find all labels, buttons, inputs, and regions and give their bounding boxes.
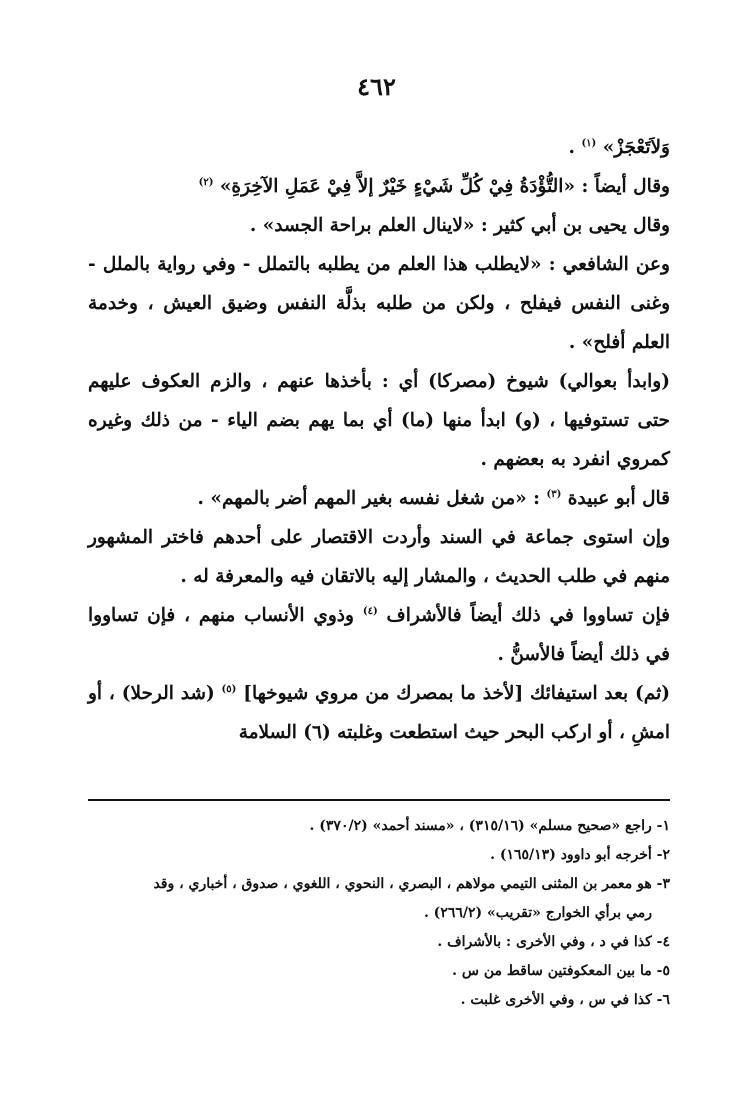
paragraph-text: وقال يحيى بن أبي كثير : «لاينال العلم براحة الجسد» . [249,215,670,236]
paragraph-text: فإن تساووا في ذلك أيضاً فالأشراف [377,605,670,626]
main-text [88,128,670,752]
footnote-ref: (٣) [546,488,562,500]
footnote-ref: (٢) [198,176,214,188]
paragraph-5 [88,362,670,479]
footnotes [88,812,670,1015]
paragraph-8 [88,596,670,674]
paragraph-text: وعن الشافعي : «لايطلب هذا العلم من يطلبه بالتملل - وفي رواية بالملل - وغنى النفس فيفلح ، ولكن من طلبه بذلَّة النفس وضيق العيش ، وخدمة العلم أفلح» . [88,254,670,353]
paragraph-2 [88,167,670,206]
paragraph-4 [88,245,670,362]
footnote-ref: (٥) [221,683,237,695]
paragraph-1 [88,128,670,167]
paragraph-6 [88,479,670,518]
footnote-ref: (٤) [362,605,378,617]
paragraph-text: وإن استوى جماعة في السند وأردت الاقتصار على أحدهم فاختر المشهور منهم في طلب الحديث ، والمشار إليه بالاتقان فيه والمعرفة له . [88,527,670,587]
footnote-6: ٦- كذا في س ، وفي الأخرى غلبت . [460,992,670,1008]
paragraph-text: قال أبو عبيدة [561,488,670,509]
paragraph-tail: : «من شغل نفسه بغير المهم أضر بالمهم» . [197,488,547,509]
paragraph-text: وقال أيضاً : «التُّؤْدَةُ فِيْ كُلِّ شَيْءٍ خَيْرٌ إلاَّ فِيْ عَمَلِ الآخِرَةِ» [213,176,670,197]
paragraph-3 [88,206,670,245]
footnote-divider [88,799,670,801]
paragraph-tail: . [568,137,582,158]
footnote-ref: (١) [581,137,597,149]
page-number: ٤٦٢ [357,72,396,101]
footnote-1: ١- راجع «صحيح مسلم» (٣١٥/١٦) ، «مسند أحمد» (٣٧٠/٢) . [309,818,670,834]
paragraph-7 [88,518,670,596]
footnote-4: ٤- كذا في د ، وفي الأخرى : بالأشراف . [437,934,670,950]
footnote-3: ٣- هو معمر بن المثنى التيمي مولاهم ، البصري ، النحوي ، اللغوي ، صدوق ، أخباري ، وقد [153,876,670,892]
paragraph-tail: وذوي الأنساب منهم ، فإن تساووا في ذلك أيضاً فالأسنُّ . [88,605,670,665]
paragraph-text: (ثم) بعد استيفائك [لأخذ ما بمصرك من مروي شيوخها] [236,683,671,704]
paragraph-tail: (شد الرحلا) ، أو امشِ ، أو اركب البحر حيث استطعت وغلبته (٦) السلامة [88,683,670,743]
footnote-3-continued: رمي برأي الخوارج «تقريب» (٢٦٦/٢) . [423,905,652,921]
paragraph-text: وَلاَتَعْجَزْ» [596,137,670,158]
footnote-5: ٥- ما بين المعكوفتين ساقط من س . [452,963,670,979]
paragraph-text: (وابدأ بعوالي) شيوخ (مصركا) أي : بأخذها عنهم ، والزم العكوف عليهم حتى تستوفيها ، (و) ابدأ منها (ما) أي بما يهم بضم الياء - من ذلك وغيره كمروي انفرد به بعضهم . [88,371,670,470]
footnote-2: ٢- أخرجه أبو داوود (١٦٥/١٣) . [490,847,670,863]
paragraph-9 [88,674,670,752]
